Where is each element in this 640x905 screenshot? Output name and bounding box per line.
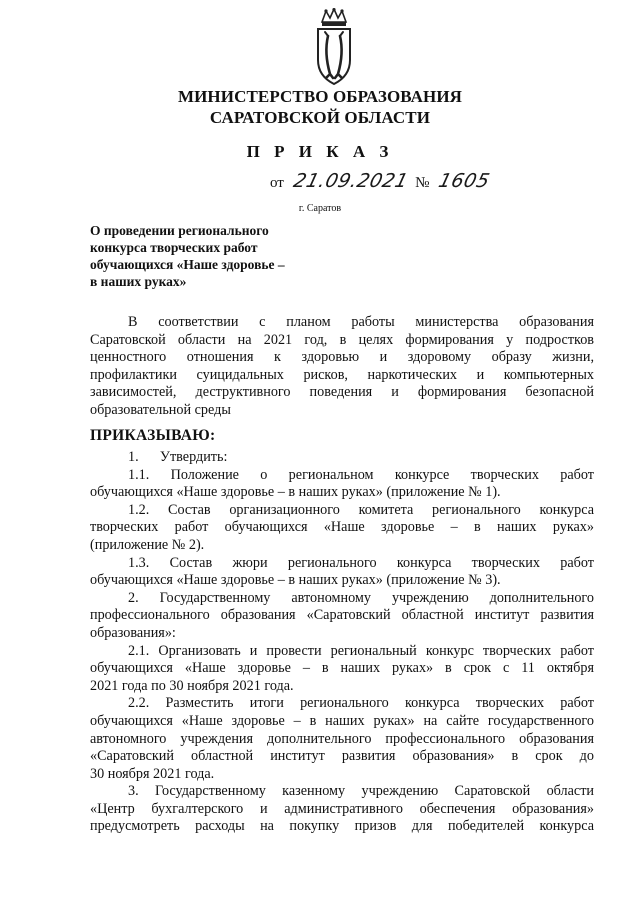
document-type: П Р И К А З bbox=[246, 142, 394, 161]
item-2-line: профессионального образования «Саратовский областной институт развития bbox=[90, 607, 594, 624]
text-line: образовательной среды bbox=[90, 401, 231, 418]
item-2-2-line: «Саратовский областной институт развития образования» в срок до bbox=[90, 748, 594, 765]
item-2-line: образования»: bbox=[90, 624, 176, 641]
text-line: ценностного отношения к здоровью и здоровому образу жизни, bbox=[90, 349, 594, 366]
order-items bbox=[90, 449, 594, 836]
item-1-3-line: обучающихся «Наше здоровье – в наших руках» (приложение № 3). bbox=[90, 572, 501, 589]
item-2-1-line: 2.1. Организовать и провести региональный конкурс творческих работ bbox=[128, 642, 594, 659]
item-3-line: «Центр бухгалтерского и административного обеспечения образования» bbox=[90, 800, 594, 817]
text-line: профилактики суицидальных рисков, наркотических и компьютерных bbox=[90, 366, 594, 383]
decree-heading: ПРИКАЗЫВАЮ: bbox=[90, 427, 216, 444]
ministry-title bbox=[0, 86, 640, 128]
ministry-line-2: САРАТОВСКОЙ ОБЛАСТИ bbox=[209, 108, 431, 127]
item-3-line: предусмотреть расходы на покупку призов для победителей конкурса bbox=[90, 818, 594, 835]
text-line: зависимостей, деструктивного поведения и формирования безопасной bbox=[90, 384, 594, 401]
text-line: Саратовской области на 2021 год, в целях формирования у подростков bbox=[90, 331, 594, 348]
item-2-2-line: 30 ноября 2021 года. bbox=[90, 765, 215, 782]
subject-line: О проведении регионального bbox=[90, 223, 269, 238]
item-1-2-line: (приложение № 2). bbox=[90, 536, 205, 553]
item-2-2-line: автономного учреждения дополнительного профессионального образования bbox=[90, 730, 594, 747]
item-2-1-line: обучающихся «Наше здоровье – в наших руках» в срок с 11 октября bbox=[90, 660, 594, 677]
number-prefix: № bbox=[415, 175, 430, 191]
order-date-number bbox=[270, 170, 493, 192]
handwritten-date: 21.09.2021 bbox=[290, 170, 411, 192]
preamble-paragraph bbox=[90, 314, 594, 420]
item-1-3-line: 1.3. Состав жюри регионального конкурса творческих работ bbox=[128, 554, 594, 571]
ministry-line-1: МИНИСТЕРСТВО ОБРАЗОВАНИЯ bbox=[177, 87, 463, 106]
item-1-1-line: 1.1. Положение о региональном конкурсе творческих работ bbox=[128, 466, 594, 483]
item-2-2-line: обучающихся «Наше здоровье – в наших руках» на сайте государственного bbox=[90, 712, 594, 729]
item-3-line: 3. Государственному казенному учреждению Саратовской области bbox=[128, 783, 594, 800]
subject-line: обучающихся «Наше здоровье – bbox=[90, 257, 285, 272]
item-1-1-line: обучающихся «Наше здоровье – в наших руках» (приложение № 1). bbox=[90, 484, 501, 501]
order-subject bbox=[90, 222, 285, 290]
item-1-2-line: 1.2. Состав организационного комитета регионального конкурса bbox=[128, 501, 594, 518]
item-2-2-line: 2.2. Разместить итоги регионального конкурса творческих работ bbox=[128, 695, 594, 712]
item-1-2-line: творческих работ обучающихся «Наше здоровье – в наших руках» bbox=[90, 519, 594, 536]
subject-line: в наших руках» bbox=[90, 274, 187, 289]
subject-line: конкурса творческих работ bbox=[90, 240, 258, 255]
text-line: В соответствии с планом работы министерства образования bbox=[128, 314, 594, 330]
item-2-1-line: 2021 года по 30 ноября 2021 года. bbox=[90, 677, 294, 694]
item-2-line: 2. Государственному автономному учреждению дополнительного bbox=[128, 589, 594, 606]
handwritten-number: 1605 bbox=[436, 170, 493, 192]
date-prefix: от bbox=[270, 175, 284, 191]
item-1-line: 1. Утвердить: bbox=[128, 449, 228, 465]
city: г. Саратов bbox=[298, 203, 342, 214]
coat-of-arms-icon bbox=[302, 8, 366, 90]
